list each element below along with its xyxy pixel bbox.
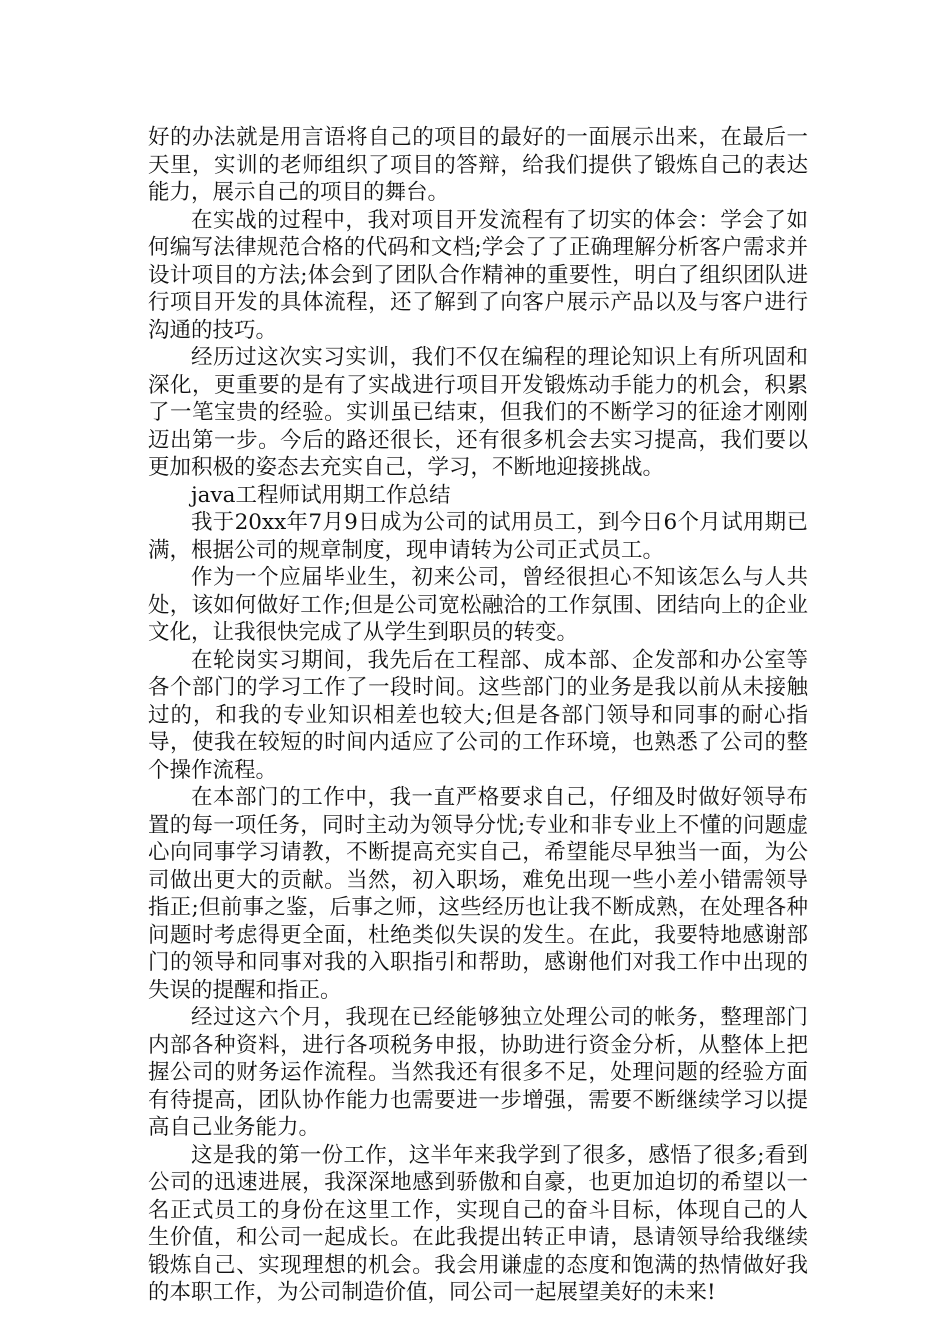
- paragraph-six-months: 经过这六个月，我现在已经能够独立处理公司的帐务，整理部门内部各种资料，进行各项税务申报，协助进行资金分析，从整体上把握公司的财务运作流程。当然我还有很多不足，处理问题的经验方面有待提高，团队协作能力也需要进一步增强，需要不断继续学习以提高自己业务能力。: [148, 1005, 808, 1140]
- paragraph-training-summary: 经历过这次实习实训，我们不仅在编程的理论知识上有所巩固和深化，更重要的是有了实战进行项目开发锻炼动手能力的机会，积累了一笔宝贵的经验。实训虽已结束，但我们的不断学习的征途才刚刚迈出第一步。今后的路还很长，还有很多机会去实习提高，我们要以更加积极的姿态去充实自己，学习，不断地迎接挑战。: [148, 345, 808, 480]
- paragraph-practice-experience: 在实战的过程中，我对项目开发流程有了切实的体会：学会了如何编写法律规范合格的代码和文档;学会了了正确理解分析客户需求并设计项目的方法;体会到了团队合作精神的重要性，明白了组织团队进行项目开发的具体流程，还了解到了向客户展示产品以及与客户进行沟通的技巧。: [148, 207, 808, 343]
- section-title: java工程师试用期工作总结: [191, 482, 451, 508]
- paragraph-graduate-adaptation: 作为一个应届毕业生，初来公司，曾经很担心不知该怎么与人共处，该如何做好工作;但是公司宽松融洽的工作氛围、团结向上的企业文化，让我很快完成了从学生到职员的转变。: [148, 565, 808, 645]
- document-page: [148, 124, 808, 1307]
- paragraph-continuation: 好的办法就是用言语将自己的项目的最好的一面展示出来，在最后一天里，实训的老师组织了项目的答辩，给我们提供了锻炼自己的表达能力，展示自己的项目的舞台。: [148, 125, 808, 205]
- paragraph-rotation-internship: 在轮岗实习期间，我先后在工程部、成本部、企发部和办公室等各个部门的学习工作了一段时间。这些部门的业务是我以前从未接触过的，和我的专业知识相差也较大;但是各部门领导和同事的耐心指导，使我在较短的时间内适应了公司的工作环境，也熟悉了公司的整个操作流程。: [148, 647, 808, 783]
- paragraph-conclusion: 这是我的第一份工作，这半年来我学到了很多，感悟了很多;看到公司的迅速进展，我深深地感到骄傲和自豪，也更加迫切的希望以一名正式员工的身份在这里工作，实现自己的奋斗目标，体现自己的人生价值，和公司一起成长。在此我提出转正申请，恳请领导给我继续锻炼自己、实现理想的机会。我会用谦虚的态度和饱满的热情做好我的本职工作，为公司制造价值，同公司一起展望美好的未来!: [148, 1142, 808, 1305]
- paragraph-department-work: 在本部门的工作中，我一直严格要求自己，仔细及时做好领导布置的每一项任务，同时主动为领导分忧;专业和非专业上不懂的问题虚心向同事学习请教，不断提高充实自己，希望能尽早独当一面，为公司做出更大的贡献。当然，初入职场，难免出现一些小差小错需领导指正;但前事之鉴，后事之师，这些经历也让我不断成熟，在处理各种问题时考虑得更全面，杜绝类似失误的发生。在此，我要特地感谢部门的领导和同事对我的入职指引和帮助，感谢他们对我工作中出现的失误的提醒和指正。: [148, 785, 808, 1003]
- paragraph-probation-intro: 我于20xx年7月9日成为公司的试用员工，到今日6个月试用期已满，根据公司的规章制度，现申请转为公司正式员工。: [148, 510, 808, 563]
